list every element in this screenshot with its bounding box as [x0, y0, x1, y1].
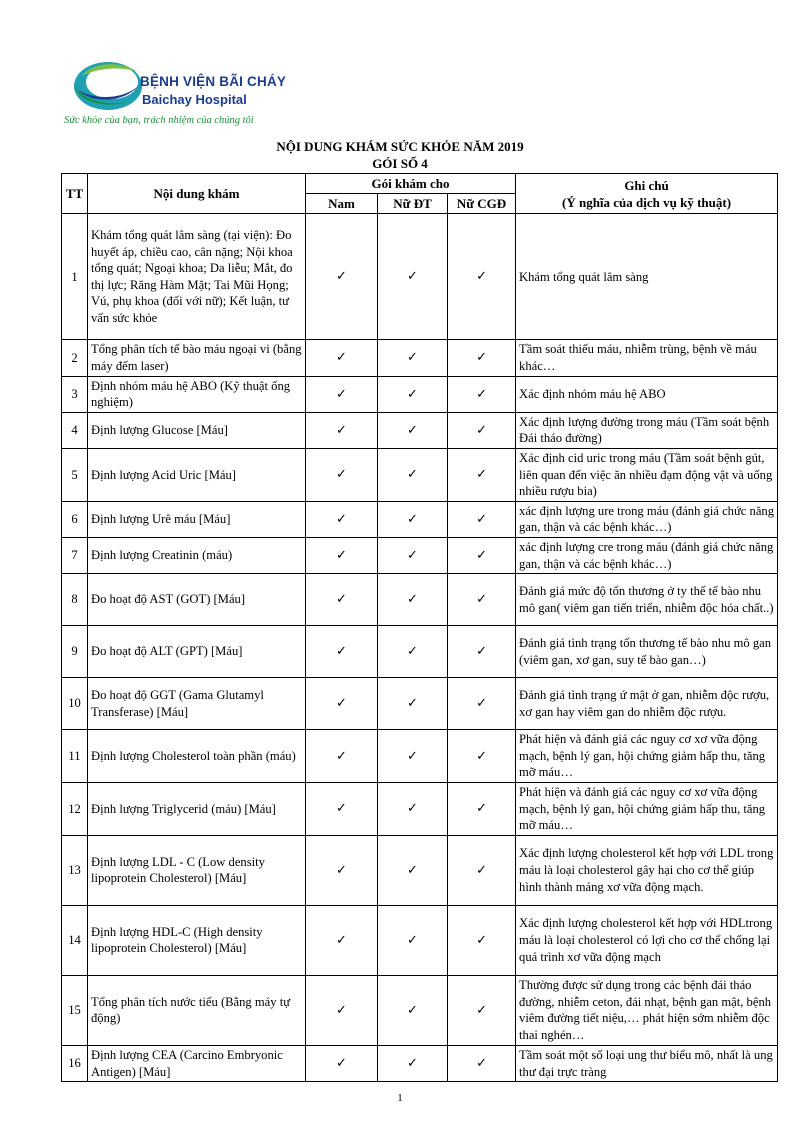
- header-note-title: Ghi chú: [624, 177, 669, 193]
- check-nam-icon: ✓: [306, 214, 378, 340]
- check-nu-cgd-icon: ✓: [448, 574, 516, 626]
- row-content: Định lượng CEA (Carcino Embryonic Antigen) [Máu]: [88, 1045, 306, 1081]
- table-row: [62, 975, 778, 1045]
- check-nu-cgd-icon: ✓: [448, 340, 516, 376]
- row-note: Xác định lượng cholesterol kết hợp với LDL trong máu là loại cholesterol gây hại cho cơ thể giúp hình thành máng xơ vữa động mạch.: [516, 835, 778, 905]
- check-nu-cgd-icon: ✓: [448, 538, 516, 574]
- row-number: 15: [62, 975, 88, 1045]
- check-nam-icon: ✓: [306, 626, 378, 678]
- header-content: Nội dung khám: [88, 174, 306, 214]
- hospital-name: BỆNH VIỆN BÃI CHÁY: [140, 74, 287, 89]
- row-number: 9: [62, 626, 88, 678]
- row-number: 13: [62, 835, 88, 905]
- hospital-name-en: Baichay Hospital: [142, 92, 247, 107]
- row-content: Khám tổng quát lâm sàng (tại viện): Đo huyết áp, chiều cao, cân nặng; Nội khoa tổng quát; Ngoại khoa; Da liễu; Mắt, đo thị lực; Răng Hàm Mặt; Tai Mũi Họng; Vú, phụ khoa (đối với nữ); Kết luận, tư vấn sức khỏe: [88, 214, 306, 340]
- header-nam: Nam: [306, 194, 378, 214]
- table-row: [62, 538, 778, 574]
- check-nu-dt-icon: ✓: [378, 626, 448, 678]
- row-content: Đo hoạt độ GGT (Gama Glutamyl Transferase) [Máu]: [88, 678, 306, 730]
- check-nu-dt-icon: ✓: [378, 538, 448, 574]
- check-nam-icon: ✓: [306, 678, 378, 730]
- row-note: Phát hiện và đánh giá các nguy cơ xơ vữa động mạch, bệnh lý gan, hội chứng giảm hấp thu, tăng mỡ máu…: [516, 730, 778, 783]
- row-note: xác định lượng ure trong máu (đánh giá chức năng gan, thận và các bệnh khác…): [516, 501, 778, 537]
- check-nu-dt-icon: ✓: [378, 678, 448, 730]
- check-nu-cgd-icon: ✓: [448, 730, 516, 783]
- row-note: xác định lượng cre trong máu (đánh giá chức năng gan, thận và các bệnh khác…): [516, 538, 778, 574]
- check-nu-dt-icon: ✓: [378, 340, 448, 376]
- row-content: Định lượng Urê máu [Máu]: [88, 501, 306, 537]
- row-note: Xác định cid uric trong máu (Tầm soát bệnh gút, liên quan đến việc ăn nhiều đạm động vật và uống nhiều rượu bia): [516, 448, 778, 501]
- check-nu-dt-icon: ✓: [378, 975, 448, 1045]
- check-nu-dt-icon: ✓: [378, 214, 448, 340]
- row-number: 2: [62, 340, 88, 376]
- check-nu-cgd-icon: ✓: [448, 626, 516, 678]
- row-content: Định lượng Triglycerid (máu) [Máu]: [88, 783, 306, 836]
- row-content: Đo hoạt độ ALT (GPT) [Máu]: [88, 626, 306, 678]
- row-content: Đo hoạt độ AST (GOT) [Máu]: [88, 574, 306, 626]
- check-nu-cgd-icon: ✓: [448, 501, 516, 537]
- row-number: 3: [62, 376, 88, 412]
- exam-table: [61, 173, 778, 1082]
- check-nam-icon: ✓: [306, 448, 378, 501]
- header-note: [516, 174, 778, 214]
- row-number: 16: [62, 1045, 88, 1081]
- table-row: [62, 1045, 778, 1081]
- row-note: Xác định nhóm máu hệ ABO: [516, 376, 778, 412]
- table-row: [62, 376, 778, 412]
- row-content: Định lượng Acid Uric [Máu]: [88, 448, 306, 501]
- check-nu-dt-icon: ✓: [378, 730, 448, 783]
- row-number: 14: [62, 905, 88, 975]
- row-content: Định lượng LDL - C (Low density lipoprotein Cholesterol) [Máu]: [88, 835, 306, 905]
- check-nu-cgd-icon: ✓: [448, 783, 516, 836]
- package-subtitle: GÓI SỐ 4: [372, 156, 428, 171]
- row-content: Định lượng Glucose [Máu]: [88, 412, 306, 448]
- table-row: [62, 626, 778, 678]
- check-nu-cgd-icon: ✓: [448, 1045, 516, 1081]
- check-nam-icon: ✓: [306, 1045, 378, 1081]
- hospital-logo-icon: [68, 52, 148, 114]
- check-nu-cgd-icon: ✓: [448, 376, 516, 412]
- table-row: [62, 412, 778, 448]
- row-note: Thường được sử dụng trong các bệnh đái tháo đường, nhiễm ceton, đái nhạt, bệnh gan mật, bệnh viêm đường tiết niệu,… phát hiện sớm nhiễm độc thai nghén…: [516, 975, 778, 1045]
- table-row: [62, 574, 778, 626]
- check-nu-dt-icon: ✓: [378, 412, 448, 448]
- row-note: Đánh giá mức độ tổn thương ở ty thể tế bào nhu mô gan( viêm gan tiến triển, nhiễm độc hóa chất..): [516, 574, 778, 626]
- check-nam-icon: ✓: [306, 975, 378, 1045]
- page-number: 1: [397, 1092, 403, 1104]
- row-content: Định lượng HDL-C (High density lipoprotein Cholesterol) [Máu]: [88, 905, 306, 975]
- check-nu-dt-icon: ✓: [378, 376, 448, 412]
- check-nu-cgd-icon: ✓: [448, 214, 516, 340]
- check-nu-cgd-icon: ✓: [448, 678, 516, 730]
- check-nu-dt-icon: ✓: [378, 574, 448, 626]
- check-nu-dt-icon: ✓: [378, 783, 448, 836]
- row-content: Định lượng Cholesterol toàn phần (máu): [88, 730, 306, 783]
- header-note-subtitle: (Ý nghĩa của dịch vụ kỹ thuật): [562, 194, 732, 210]
- check-nam-icon: ✓: [306, 730, 378, 783]
- row-number: 11: [62, 730, 88, 783]
- table-row: [62, 678, 778, 730]
- header-package-group: Gói khám cho: [306, 174, 516, 194]
- row-note: Tầm soát một số loại ung thư biểu mô, nhất là ung thư đại trực tràng: [516, 1045, 778, 1081]
- table-row: [62, 835, 778, 905]
- row-note: Đánh giá tình trạng tổn thương tế bào nhu mô gan (viêm gan, xơ gan, suy tế bào gan…): [516, 626, 778, 678]
- check-nam-icon: ✓: [306, 340, 378, 376]
- check-nu-dt-icon: ✓: [378, 905, 448, 975]
- row-note: Tầm soát thiếu máu, nhiễm trùng, bệnh về máu khác…: [516, 340, 778, 376]
- header-nu-dt: Nữ ĐT: [378, 194, 448, 214]
- table-row: [62, 340, 778, 376]
- header-tt: TT: [62, 174, 88, 214]
- check-nu-dt-icon: ✓: [378, 448, 448, 501]
- row-number: 4: [62, 412, 88, 448]
- row-content: Định lượng Creatinin (máu): [88, 538, 306, 574]
- check-nu-dt-icon: ✓: [378, 835, 448, 905]
- row-note: Xác định lượng đường trong máu (Tầm soát bệnh Đái tháo đường): [516, 412, 778, 448]
- row-content: Tổng phân tích tế bào máu ngoại vi (bằng máy đếm laser): [88, 340, 306, 376]
- check-nu-cgd-icon: ✓: [448, 412, 516, 448]
- table-header-row: [62, 174, 778, 194]
- check-nam-icon: ✓: [306, 412, 378, 448]
- table-row: [62, 783, 778, 836]
- hospital-logo: [62, 52, 287, 132]
- row-note: Khám tổng quát lâm sàng: [516, 214, 778, 340]
- row-number: 12: [62, 783, 88, 836]
- check-nu-cgd-icon: ✓: [448, 905, 516, 975]
- check-nu-cgd-icon: ✓: [448, 975, 516, 1045]
- check-nam-icon: ✓: [306, 376, 378, 412]
- row-note: Phát hiện và đánh giá các nguy cơ xơ vữa động mạch, bệnh lý gan, hội chứng giảm hấp thu, tăng mỡ máu…: [516, 783, 778, 836]
- check-nu-cgd-icon: ✓: [448, 835, 516, 905]
- check-nu-dt-icon: ✓: [378, 1045, 448, 1081]
- table-row: [62, 501, 778, 537]
- check-nu-dt-icon: ✓: [378, 501, 448, 537]
- check-nam-icon: ✓: [306, 783, 378, 836]
- row-note: Đánh giá tình trạng ứ mật ở gan, nhiễm độc rượu, xơ gan hay viêm gan do nhiễm độc rượu.: [516, 678, 778, 730]
- table-row: [62, 448, 778, 501]
- row-number: 8: [62, 574, 88, 626]
- row-number: 1: [62, 214, 88, 340]
- hospital-slogan: Sức khỏe của bạn, trách nhiệm của chúng tôi: [64, 115, 254, 126]
- row-number: 6: [62, 501, 88, 537]
- row-number: 5: [62, 448, 88, 501]
- check-nam-icon: ✓: [306, 905, 378, 975]
- check-nam-icon: ✓: [306, 835, 378, 905]
- table-row: [62, 905, 778, 975]
- row-note: Xác định lượng cholesterol kết hợp với HDLtrong máu là loại cholesterol có lợi cho cơ thể chống lại quá trình xơ vữa động mạch: [516, 905, 778, 975]
- header-nu-cgd: Nữ CGĐ: [448, 194, 516, 214]
- table-row: [62, 214, 778, 340]
- row-content: Tổng phân tích nước tiểu (Bằng máy tự động): [88, 975, 306, 1045]
- check-nam-icon: ✓: [306, 538, 378, 574]
- row-content: Định nhóm máu hệ ABO (Kỹ thuật ống nghiệm): [88, 376, 306, 412]
- row-number: 10: [62, 678, 88, 730]
- row-number: 7: [62, 538, 88, 574]
- check-nu-cgd-icon: ✓: [448, 448, 516, 501]
- document-title: NỘI DUNG KHÁM SỨC KHỎE NĂM 2019: [276, 139, 524, 154]
- check-nam-icon: ✓: [306, 501, 378, 537]
- table-row: [62, 730, 778, 783]
- check-nam-icon: ✓: [306, 574, 378, 626]
